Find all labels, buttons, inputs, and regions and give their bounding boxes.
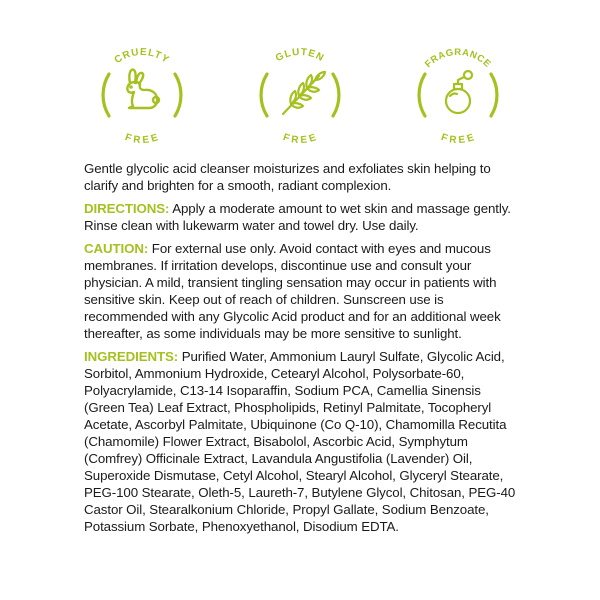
cruelty-free-badge: [87, 40, 197, 150]
caution-text: For external use only. Avoid contact with eyes and mucous membranes. If irritation develops, discontinue use and consult your physician. A mild, transient tingling sensation may occur in patients with sensitive skin. Keep out of reach of children. Sunscreen use is recommended with any Glycolic Acid product and for an additional week thereafter, as some individuals may be more sensitive to sunlight.: [84, 241, 501, 341]
description-paragraph: [84, 160, 524, 194]
cruelty-free-badge-graphic: [87, 40, 197, 150]
cruelty-free-bottom-text: FREE: [123, 132, 161, 147]
fragrance-free-badge-graphic: [403, 40, 513, 150]
caution-label: CAUTION:: [84, 241, 149, 256]
ingredients-paragraph: [84, 348, 524, 535]
gluten-free-top-text: GLUTEN: [273, 46, 327, 65]
description-text: Gentle glycolic acid cleanser moisturizes and exfoliates skin helping to clarify and brighten for a smooth, radiant complexion.: [84, 161, 491, 193]
svg-text:FREE: [124, 132, 161, 146]
fragrance-free-bottom-text: FREE: [439, 132, 477, 147]
gluten-free-bottom-text: FREE: [281, 132, 319, 147]
svg-text:CRUELTY: [113, 47, 172, 66]
svg-text:FREE: [440, 132, 477, 146]
wheat-icon: [283, 72, 325, 114]
svg-text:FRAGRANCE: [423, 47, 493, 70]
gluten-free-badge-graphic: [245, 40, 355, 150]
perfume-bottle-icon: [446, 71, 472, 113]
directions-label: DIRECTIONS:: [84, 201, 170, 216]
product-text: [84, 160, 524, 541]
ingredients-text: Purified Water, Ammonium Lauryl Sulfate, Glycolic Acid, Sorbitol, Ammonium Hydroxide, Cetearyl Alcohol, Polysorbate-60, Polyacrylamide, C13-14 Isoparaffin, Sodium PCA, Camellia Sinensis (Green Tea) Leaf Extract, Phospholipids, Retinyl Palmitate, Tocopheryl Acetate, Ascorbyl Palmitate, Ubiquinone (Co Q-10), Chamomilla Recutita (Chamomile) Flower Extract, Bisabolol, Ascorbic Acid, Symphytum (Comfrey) Officinale Extract, Lavandula Angustifolia (Lavender) Oil, Superoxide Dismutase, Cetyl Alcohol, Stearyl Alcohol, Glyceryl Stearate, PEG-100 Stearate, Oleth-5, Laureth-7, Butylene Glycol, Chitosan, PEG-40 Castor Oil, Stearalkonium Chloride, Propyl Gallate, Sodium Benzoate, Potassium Sorbate, Phenoxyethanol, Disodium EDTA.: [84, 349, 516, 534]
cruelty-free-top-text: CRUELTY: [112, 46, 172, 67]
svg-text:FREE: [282, 132, 319, 146]
directions-paragraph: [84, 200, 524, 234]
gluten-free-badge: [245, 40, 355, 150]
badge-row: [0, 40, 600, 160]
ingredients-label: INGREDIENTS:: [84, 349, 179, 364]
svg-text:GLUTEN: [274, 47, 326, 64]
fragrance-free-badge: [403, 40, 513, 150]
directions-text: Apply a moderate amount to wet skin and massage gently. Rinse clean with lukewarm water and towel dry. Use daily.: [84, 201, 511, 233]
caution-paragraph: [84, 240, 524, 342]
fragrance-free-top-text: FRAGRANCE: [423, 47, 493, 71]
rabbit-icon: [127, 70, 159, 108]
